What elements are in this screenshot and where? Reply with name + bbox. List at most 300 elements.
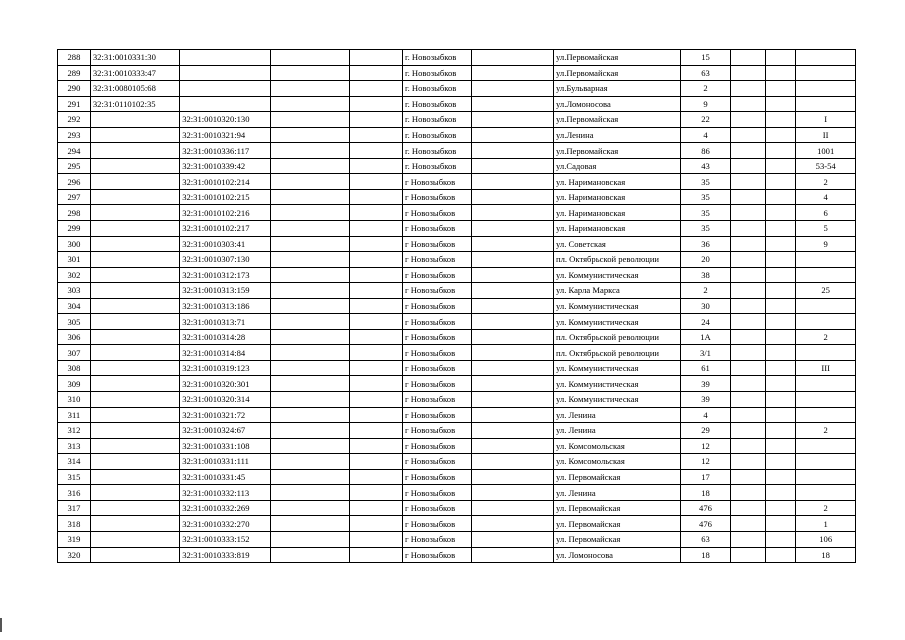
row-number: 293 bbox=[58, 127, 91, 143]
cadastral-number-premises: 32:31:0010333:819 bbox=[180, 547, 270, 563]
apartment-cell: II bbox=[796, 127, 856, 143]
house-number-cell: 2 bbox=[681, 283, 730, 299]
cadastral-number-premises: 32:31:0010324:67 bbox=[180, 423, 270, 439]
apartment-cell bbox=[796, 454, 856, 470]
apartment-cell bbox=[796, 376, 856, 392]
table-row bbox=[58, 407, 856, 423]
street-cell: ул. Наримановская bbox=[554, 221, 681, 237]
city-cell: г. Новозыбков bbox=[403, 65, 472, 81]
empty-cell bbox=[270, 485, 349, 501]
cadastral-number-land bbox=[90, 267, 179, 283]
street-cell: ул. Коммунистическая bbox=[554, 267, 681, 283]
empty-cell bbox=[730, 547, 765, 563]
empty-cell bbox=[730, 65, 765, 81]
apartment-cell bbox=[796, 469, 856, 485]
empty-cell bbox=[270, 314, 349, 330]
street-cell: ул. Комсомольская bbox=[554, 438, 681, 454]
table-row bbox=[58, 345, 856, 361]
table-row bbox=[58, 485, 856, 501]
street-cell: ул. Коммунистическая bbox=[554, 314, 681, 330]
apartment-cell: 18 bbox=[796, 547, 856, 563]
row-number: 319 bbox=[58, 531, 91, 547]
cadastral-number-premises: 32:31:0010339:42 bbox=[180, 158, 270, 174]
empty-cell bbox=[765, 360, 796, 376]
empty-cell bbox=[270, 454, 349, 470]
table-row bbox=[58, 65, 856, 81]
empty-cell bbox=[730, 360, 765, 376]
empty-cell bbox=[471, 205, 553, 221]
row-number: 292 bbox=[58, 112, 91, 128]
empty-cell bbox=[765, 469, 796, 485]
apartment-cell bbox=[796, 96, 856, 112]
cadastral-number-land bbox=[90, 407, 179, 423]
cadastral-number-land: 32:31:0080105:68 bbox=[90, 81, 179, 97]
cadastral-number-premises: 32:31:0010102:215 bbox=[180, 189, 270, 205]
empty-cell bbox=[270, 81, 349, 97]
city-cell: г. Новозыбков bbox=[403, 81, 472, 97]
table-row bbox=[58, 236, 856, 252]
table-row bbox=[58, 298, 856, 314]
cadastral-number-premises: 32:31:0010320:130 bbox=[180, 112, 270, 128]
empty-cell bbox=[471, 500, 553, 516]
house-number-cell: 3/1 bbox=[681, 345, 730, 361]
cadastral-number-land bbox=[90, 423, 179, 439]
empty-cell bbox=[765, 127, 796, 143]
empty-cell bbox=[270, 531, 349, 547]
street-cell: ул.Бульварная bbox=[554, 81, 681, 97]
cadastral-number-premises: 32:31:0010313:71 bbox=[180, 314, 270, 330]
empty-cell bbox=[349, 267, 402, 283]
city-cell: г Новозыбков bbox=[403, 314, 472, 330]
empty-cell bbox=[471, 189, 553, 205]
empty-cell bbox=[270, 96, 349, 112]
empty-cell bbox=[270, 158, 349, 174]
empty-cell bbox=[471, 345, 553, 361]
empty-cell bbox=[765, 392, 796, 408]
empty-cell bbox=[349, 189, 402, 205]
empty-cell bbox=[730, 81, 765, 97]
table-row bbox=[58, 500, 856, 516]
house-number-cell: 63 bbox=[681, 65, 730, 81]
row-number: 307 bbox=[58, 345, 91, 361]
empty-cell bbox=[471, 174, 553, 190]
empty-cell bbox=[730, 221, 765, 237]
table-row bbox=[58, 221, 856, 237]
house-number-cell: 36 bbox=[681, 236, 730, 252]
cadastral-number-land bbox=[90, 158, 179, 174]
city-cell: г Новозыбков bbox=[403, 174, 472, 190]
street-cell: ул. Наримановская bbox=[554, 189, 681, 205]
cadastral-number-land bbox=[90, 454, 179, 470]
empty-cell bbox=[349, 438, 402, 454]
house-number-cell: 35 bbox=[681, 221, 730, 237]
cadastral-number-premises: 32:31:0010313:186 bbox=[180, 298, 270, 314]
row-number: 297 bbox=[58, 189, 91, 205]
empty-cell bbox=[349, 283, 402, 299]
apartment-cell bbox=[796, 50, 856, 66]
street-cell: ул.Садовая bbox=[554, 158, 681, 174]
empty-cell bbox=[765, 96, 796, 112]
empty-cell bbox=[765, 143, 796, 159]
scan-edge-mark bbox=[0, 618, 2, 632]
empty-cell bbox=[471, 423, 553, 439]
empty-cell bbox=[270, 547, 349, 563]
street-cell: ул. Первомайская bbox=[554, 531, 681, 547]
empty-cell bbox=[730, 531, 765, 547]
empty-cell bbox=[730, 423, 765, 439]
row-number: 310 bbox=[58, 392, 91, 408]
empty-cell bbox=[349, 174, 402, 190]
empty-cell bbox=[349, 314, 402, 330]
cadastral-number-land bbox=[90, 252, 179, 268]
empty-cell bbox=[349, 81, 402, 97]
row-number: 291 bbox=[58, 96, 91, 112]
empty-cell bbox=[471, 96, 553, 112]
cadastral-number-land bbox=[90, 485, 179, 501]
cadastral-number-land bbox=[90, 236, 179, 252]
street-cell: ул. Карла Маркса bbox=[554, 283, 681, 299]
empty-cell bbox=[270, 283, 349, 299]
table-row bbox=[58, 112, 856, 128]
cadastral-number-land: 32:31:0010331:30 bbox=[90, 50, 179, 66]
city-cell: г Новозыбков bbox=[403, 329, 472, 345]
empty-cell bbox=[765, 81, 796, 97]
street-cell: ул. Ленина bbox=[554, 407, 681, 423]
cadastral-number-premises: 32:31:0010331:108 bbox=[180, 438, 270, 454]
empty-cell bbox=[471, 158, 553, 174]
property-table bbox=[57, 49, 856, 563]
empty-cell bbox=[471, 438, 553, 454]
empty-cell bbox=[730, 96, 765, 112]
table-row bbox=[58, 143, 856, 159]
house-number-cell: 39 bbox=[681, 376, 730, 392]
empty-cell bbox=[765, 267, 796, 283]
empty-cell bbox=[730, 376, 765, 392]
city-cell: г. Новозыбков bbox=[403, 112, 472, 128]
empty-cell bbox=[270, 298, 349, 314]
city-cell: г Новозыбков bbox=[403, 531, 472, 547]
cadastral-number-premises: 32:31:0010102:214 bbox=[180, 174, 270, 190]
table-row bbox=[58, 454, 856, 470]
city-cell: г. Новозыбков bbox=[403, 143, 472, 159]
apartment-cell: 5 bbox=[796, 221, 856, 237]
city-cell: г. Новозыбков bbox=[403, 127, 472, 143]
apartment-cell: 2 bbox=[796, 329, 856, 345]
empty-cell bbox=[471, 236, 553, 252]
empty-cell bbox=[349, 50, 402, 66]
empty-cell bbox=[349, 298, 402, 314]
house-number-cell: 20 bbox=[681, 252, 730, 268]
city-cell: г Новозыбков bbox=[403, 469, 472, 485]
apartment-cell: 6 bbox=[796, 205, 856, 221]
row-number: 299 bbox=[58, 221, 91, 237]
empty-cell bbox=[730, 127, 765, 143]
empty-cell bbox=[270, 50, 349, 66]
row-number: 308 bbox=[58, 360, 91, 376]
house-number-cell: 39 bbox=[681, 392, 730, 408]
empty-cell bbox=[471, 531, 553, 547]
cadastral-number-land: 32:31:0110102:35 bbox=[90, 96, 179, 112]
apartment-cell bbox=[796, 485, 856, 501]
cadastral-number-premises: 32:31:0010333:152 bbox=[180, 531, 270, 547]
cadastral-number-premises: 32:31:0010331:45 bbox=[180, 469, 270, 485]
house-number-cell: 476 bbox=[681, 500, 730, 516]
table-row bbox=[58, 205, 856, 221]
empty-cell bbox=[730, 500, 765, 516]
house-number-cell: 43 bbox=[681, 158, 730, 174]
row-number: 306 bbox=[58, 329, 91, 345]
row-number: 313 bbox=[58, 438, 91, 454]
street-cell: ул. Первомайская bbox=[554, 469, 681, 485]
street-cell: ул.Ленина bbox=[554, 127, 681, 143]
row-number: 289 bbox=[58, 65, 91, 81]
empty-cell bbox=[270, 360, 349, 376]
house-number-cell: 4 bbox=[681, 127, 730, 143]
empty-cell bbox=[730, 345, 765, 361]
city-cell: г Новозыбков bbox=[403, 205, 472, 221]
empty-cell bbox=[270, 329, 349, 345]
house-number-cell: 35 bbox=[681, 205, 730, 221]
empty-cell bbox=[471, 329, 553, 345]
empty-cell bbox=[730, 236, 765, 252]
empty-cell bbox=[730, 283, 765, 299]
cadastral-number-land bbox=[90, 112, 179, 128]
cadastral-number-land bbox=[90, 516, 179, 532]
city-cell: г Новозыбков bbox=[403, 376, 472, 392]
empty-cell bbox=[730, 267, 765, 283]
row-number: 312 bbox=[58, 423, 91, 439]
cadastral-number-premises: 32:31:0010307:130 bbox=[180, 252, 270, 268]
empty-cell bbox=[730, 174, 765, 190]
table-row bbox=[58, 392, 856, 408]
apartment-cell: III bbox=[796, 360, 856, 376]
empty-cell bbox=[765, 454, 796, 470]
cadastral-number-land bbox=[90, 143, 179, 159]
empty-cell bbox=[765, 158, 796, 174]
empty-cell bbox=[730, 189, 765, 205]
cadastral-number-land bbox=[90, 392, 179, 408]
empty-cell bbox=[730, 314, 765, 330]
cadastral-number-land bbox=[90, 314, 179, 330]
empty-cell bbox=[730, 438, 765, 454]
street-cell: ул.Ломоносова bbox=[554, 96, 681, 112]
house-number-cell: 4 bbox=[681, 407, 730, 423]
cadastral-number-land bbox=[90, 298, 179, 314]
row-number: 300 bbox=[58, 236, 91, 252]
street-cell: ул. Коммунистическая bbox=[554, 376, 681, 392]
empty-cell bbox=[349, 221, 402, 237]
table-row bbox=[58, 329, 856, 345]
city-cell: г Новозыбков bbox=[403, 438, 472, 454]
house-number-cell: 12 bbox=[681, 438, 730, 454]
house-number-cell: 18 bbox=[681, 547, 730, 563]
apartment-cell bbox=[796, 267, 856, 283]
empty-cell bbox=[349, 143, 402, 159]
street-cell: ул. Коммунистическая bbox=[554, 298, 681, 314]
empty-cell bbox=[349, 547, 402, 563]
empty-cell bbox=[471, 314, 553, 330]
empty-cell bbox=[765, 65, 796, 81]
cadastral-number-land bbox=[90, 205, 179, 221]
house-number-cell: 2 bbox=[681, 81, 730, 97]
empty-cell bbox=[349, 500, 402, 516]
table-row bbox=[58, 81, 856, 97]
cadastral-number-premises: 32:31:0010303:41 bbox=[180, 236, 270, 252]
empty-cell bbox=[730, 516, 765, 532]
empty-cell bbox=[349, 516, 402, 532]
cadastral-number-land bbox=[90, 221, 179, 237]
empty-cell bbox=[270, 221, 349, 237]
city-cell: г Новозыбков bbox=[403, 392, 472, 408]
table-row bbox=[58, 360, 856, 376]
empty-cell bbox=[270, 143, 349, 159]
apartment-cell: 9 bbox=[796, 236, 856, 252]
apartment-cell bbox=[796, 314, 856, 330]
cadastral-number-premises: 32:31:0010314:84 bbox=[180, 345, 270, 361]
apartment-cell bbox=[796, 407, 856, 423]
empty-cell bbox=[765, 174, 796, 190]
city-cell: г Новозыбков bbox=[403, 423, 472, 439]
empty-cell bbox=[349, 345, 402, 361]
row-number: 309 bbox=[58, 376, 91, 392]
empty-cell bbox=[471, 298, 553, 314]
row-number: 320 bbox=[58, 547, 91, 563]
empty-cell bbox=[730, 485, 765, 501]
empty-cell bbox=[349, 329, 402, 345]
empty-cell bbox=[471, 221, 553, 237]
apartment-cell: 4 bbox=[796, 189, 856, 205]
empty-cell bbox=[471, 112, 553, 128]
empty-cell bbox=[270, 407, 349, 423]
empty-cell bbox=[349, 360, 402, 376]
empty-cell bbox=[349, 423, 402, 439]
table-body bbox=[58, 50, 856, 563]
empty-cell bbox=[471, 454, 553, 470]
cadastral-number-land bbox=[90, 469, 179, 485]
street-cell: ул. Ломоносова bbox=[554, 547, 681, 563]
city-cell: г. Новозыбков bbox=[403, 96, 472, 112]
empty-cell bbox=[765, 189, 796, 205]
apartment-cell bbox=[796, 81, 856, 97]
empty-cell bbox=[765, 205, 796, 221]
house-number-cell: 22 bbox=[681, 112, 730, 128]
empty-cell bbox=[270, 205, 349, 221]
cadastral-number-land bbox=[90, 531, 179, 547]
cadastral-number-land bbox=[90, 360, 179, 376]
apartment-cell: 2 bbox=[796, 174, 856, 190]
empty-cell bbox=[730, 112, 765, 128]
city-cell: г Новозыбков bbox=[403, 189, 472, 205]
table-row bbox=[58, 189, 856, 205]
empty-cell bbox=[765, 438, 796, 454]
empty-cell bbox=[471, 283, 553, 299]
cadastral-number-land: 32:31:0010333:47 bbox=[90, 65, 179, 81]
empty-cell bbox=[471, 485, 553, 501]
apartment-cell bbox=[796, 252, 856, 268]
table-row bbox=[58, 423, 856, 439]
cadastral-number-premises: 32:31:0010331:111 bbox=[180, 454, 270, 470]
empty-cell bbox=[270, 423, 349, 439]
empty-cell bbox=[270, 438, 349, 454]
empty-cell bbox=[471, 65, 553, 81]
cadastral-number-premises: 32:31:0010314:28 bbox=[180, 329, 270, 345]
apartment-cell: 1001 bbox=[796, 143, 856, 159]
city-cell: г Новозыбков bbox=[403, 267, 472, 283]
empty-cell bbox=[765, 547, 796, 563]
row-number: 315 bbox=[58, 469, 91, 485]
cadastral-number-premises: 32:31:0010321:72 bbox=[180, 407, 270, 423]
cadastral-number-premises: 32:31:0010332:113 bbox=[180, 485, 270, 501]
house-number-cell: 35 bbox=[681, 174, 730, 190]
city-cell: г Новозыбков bbox=[403, 516, 472, 532]
table-row bbox=[58, 469, 856, 485]
table-row bbox=[58, 438, 856, 454]
empty-cell bbox=[349, 454, 402, 470]
cadastral-number-land bbox=[90, 174, 179, 190]
apartment-cell bbox=[796, 298, 856, 314]
cadastral-number-premises bbox=[180, 96, 270, 112]
table-row bbox=[58, 96, 856, 112]
street-cell: пл. Октябрьской революции bbox=[554, 252, 681, 268]
cadastral-number-land bbox=[90, 329, 179, 345]
empty-cell bbox=[765, 283, 796, 299]
empty-cell bbox=[730, 158, 765, 174]
empty-cell bbox=[471, 127, 553, 143]
cadastral-number-premises: 32:31:0010321:94 bbox=[180, 127, 270, 143]
empty-cell bbox=[349, 469, 402, 485]
city-cell: г Новозыбков bbox=[403, 547, 472, 563]
empty-cell bbox=[270, 500, 349, 516]
apartment-cell: 2 bbox=[796, 500, 856, 516]
empty-cell bbox=[471, 392, 553, 408]
empty-cell bbox=[349, 236, 402, 252]
cadastral-number-land bbox=[90, 547, 179, 563]
table-row bbox=[58, 158, 856, 174]
empty-cell bbox=[471, 50, 553, 66]
apartment-cell: 106 bbox=[796, 531, 856, 547]
street-cell: пл. Октябрьской революции bbox=[554, 329, 681, 345]
empty-cell bbox=[765, 531, 796, 547]
empty-cell bbox=[730, 392, 765, 408]
street-cell: ул. Наримановская bbox=[554, 174, 681, 190]
empty-cell bbox=[730, 252, 765, 268]
cadastral-number-premises: 32:31:0010102:216 bbox=[180, 205, 270, 221]
street-cell: ул. Первомайская bbox=[554, 500, 681, 516]
row-number: 303 bbox=[58, 283, 91, 299]
house-number-cell: 38 bbox=[681, 267, 730, 283]
empty-cell bbox=[349, 485, 402, 501]
apartment-cell bbox=[796, 345, 856, 361]
cadastral-number-premises bbox=[180, 50, 270, 66]
house-number-cell: 476 bbox=[681, 516, 730, 532]
row-number: 314 bbox=[58, 454, 91, 470]
cadastral-number-premises: 32:31:0010313:159 bbox=[180, 283, 270, 299]
street-cell: ул. Наримановская bbox=[554, 205, 681, 221]
empty-cell bbox=[765, 423, 796, 439]
street-cell: ул.Первомайская bbox=[554, 50, 681, 66]
house-number-cell: 17 bbox=[681, 469, 730, 485]
apartment-cell: 1 bbox=[796, 516, 856, 532]
empty-cell bbox=[471, 143, 553, 159]
house-number-cell: 63 bbox=[681, 531, 730, 547]
table-row bbox=[58, 174, 856, 190]
empty-cell bbox=[270, 267, 349, 283]
street-cell: ул. Коммунистическая bbox=[554, 360, 681, 376]
empty-cell bbox=[270, 236, 349, 252]
street-cell: ул.Первомайская bbox=[554, 65, 681, 81]
table-row bbox=[58, 376, 856, 392]
empty-cell bbox=[349, 376, 402, 392]
